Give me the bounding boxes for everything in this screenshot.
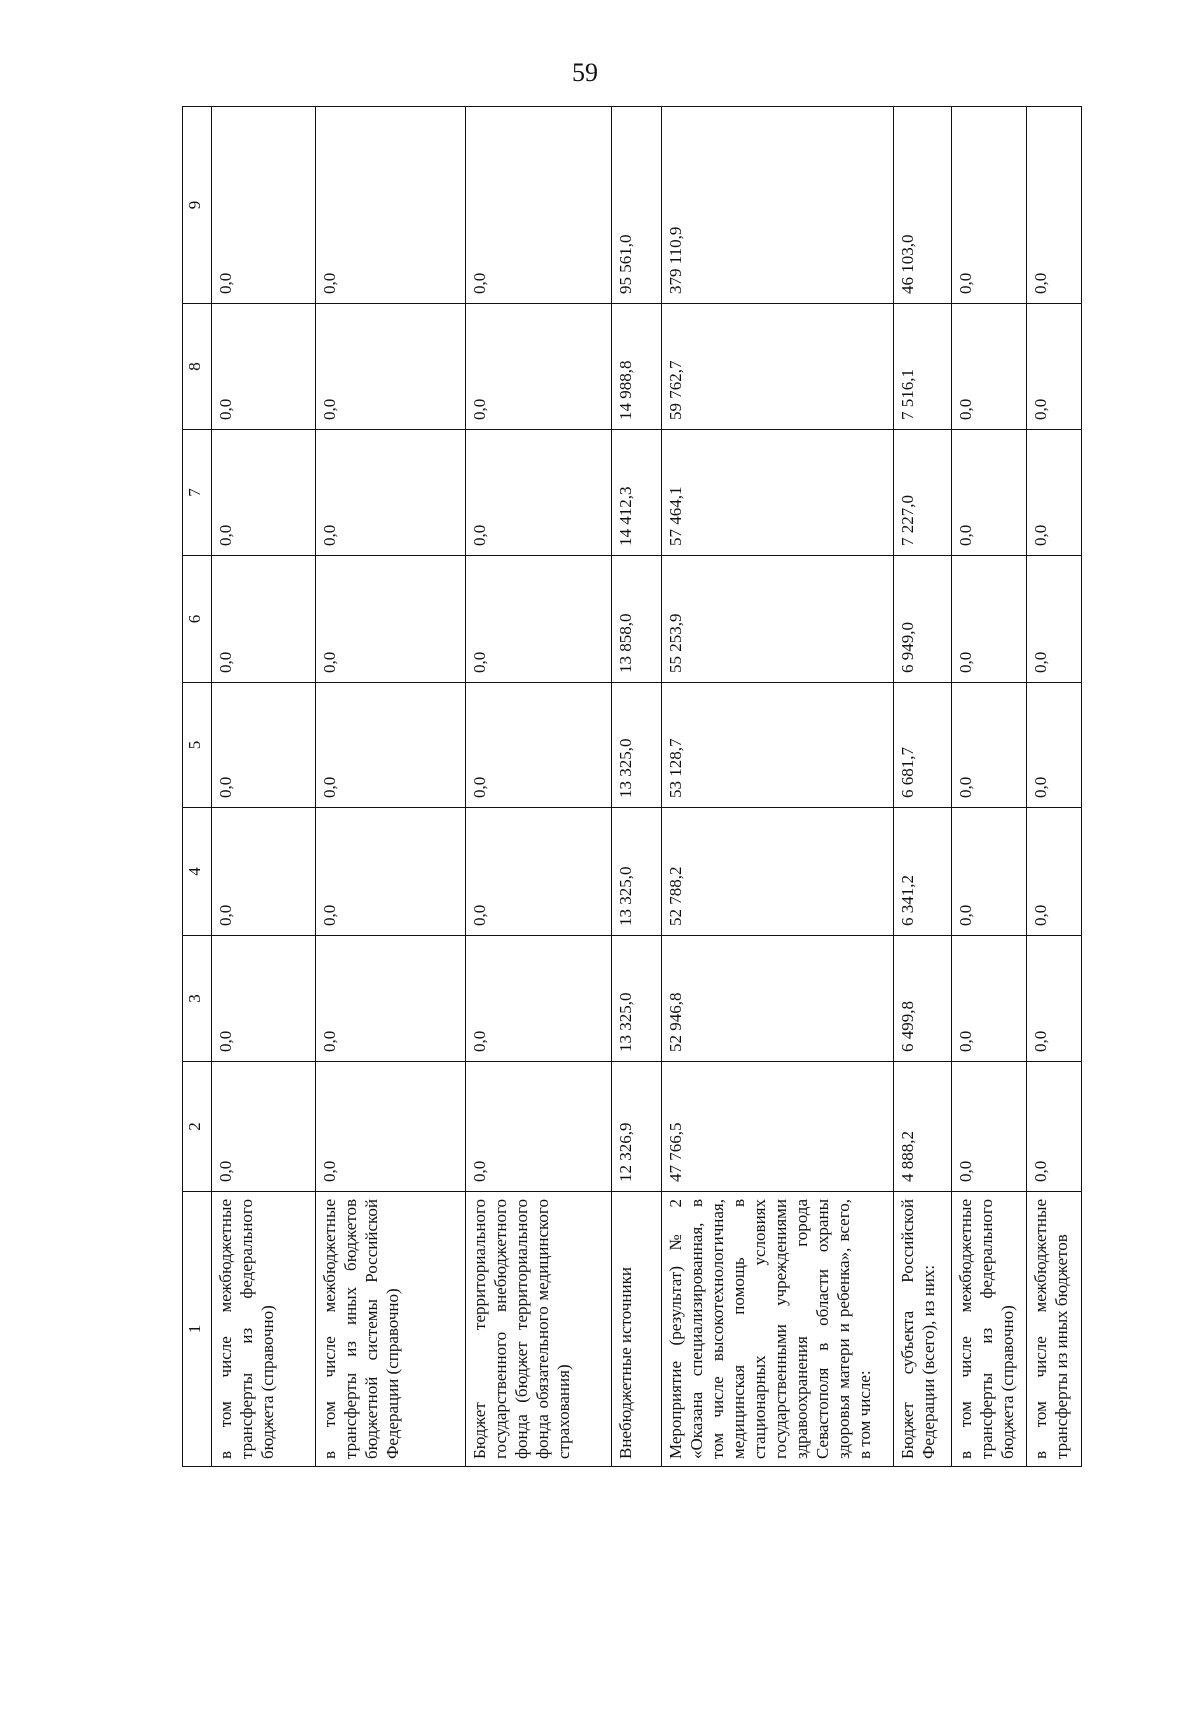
row-label: Бюджет субъекта Российской Федерации (всего), из них: xyxy=(894,1192,952,1467)
value-cell: 0,0 xyxy=(465,1062,611,1192)
value-cell: 53 128,7 xyxy=(661,683,894,808)
value-cell: 0,0 xyxy=(315,556,465,683)
value-cell: 0,0 xyxy=(1027,936,1082,1062)
value-cell: 0,0 xyxy=(1027,430,1082,556)
row-label: в том числе межбюджетные трансферты из иных бюджетов бюджетной системы Российской Федерации (справочно) xyxy=(315,1192,465,1467)
value-cell: 0,0 xyxy=(952,808,1027,936)
value-cell: 6 681,7 xyxy=(894,683,952,808)
table-row xyxy=(611,107,661,1467)
value-cell: 0,0 xyxy=(315,1062,465,1192)
value-cell: 47 766,5 xyxy=(661,1062,894,1192)
value-cell: 0,0 xyxy=(211,808,315,936)
value-cell: 0,0 xyxy=(211,1062,315,1192)
row-label: Мероприятие (результат) № 2 «Оказана специализированная, в том числе высокотехнологичная, медицинская помощь в стационарных условиях государственными учреждениями здравоохранения города Севастополя в области охраны здоровья матери и ребенка», всего, в том числе: xyxy=(661,1192,894,1467)
value-cell: 0,0 xyxy=(952,1062,1027,1192)
row-label: в том числе межбюджетные трансферты из федерального бюджета (справочно) xyxy=(952,1192,1027,1467)
value-cell: 0,0 xyxy=(315,430,465,556)
value-cell: 0,0 xyxy=(465,107,611,304)
value-cell: 0,0 xyxy=(211,107,315,304)
value-cell: 0,0 xyxy=(952,107,1027,304)
value-cell: 0,0 xyxy=(211,556,315,683)
value-cell: 0,0 xyxy=(211,683,315,808)
value-cell: 4 888,2 xyxy=(894,1062,952,1192)
value-cell: 12 326,9 xyxy=(611,1062,661,1192)
value-cell: 0,0 xyxy=(465,936,611,1062)
table-row xyxy=(211,107,315,1467)
column-number-3: 3 xyxy=(183,936,212,1062)
value-cell: 0,0 xyxy=(465,430,611,556)
row-label: Бюджет территориального государственного внебюджетного фонда (бюджет территориального фонда обязательного медицинского страхования) xyxy=(465,1192,611,1467)
value-cell: 46 103,0 xyxy=(894,107,952,304)
value-cell: 379 110,9 xyxy=(661,107,894,304)
value-cell: 95 561,0 xyxy=(611,107,661,304)
value-cell: 0,0 xyxy=(1027,683,1082,808)
value-cell: 52 788,2 xyxy=(661,808,894,936)
value-cell: 0,0 xyxy=(465,556,611,683)
column-number-4: 4 xyxy=(183,808,212,936)
row-label: в том числе межбюджетные трансферты из иных бюджетов xyxy=(1027,1192,1082,1467)
column-number-7: 7 xyxy=(183,430,212,556)
value-cell: 6 949,0 xyxy=(894,556,952,683)
value-cell: 0,0 xyxy=(1027,808,1082,936)
table-row xyxy=(315,107,465,1467)
value-cell: 0,0 xyxy=(465,683,611,808)
value-cell: 0,0 xyxy=(1027,556,1082,683)
column-number-8: 8 xyxy=(183,304,212,430)
budget-table xyxy=(182,106,1082,1467)
value-cell: 0,0 xyxy=(211,304,315,430)
value-cell: 0,0 xyxy=(952,936,1027,1062)
rotated-table-wrapper xyxy=(182,107,1082,1467)
table-header-row xyxy=(183,107,212,1467)
column-number-5: 5 xyxy=(183,683,212,808)
value-cell: 0,0 xyxy=(465,808,611,936)
value-cell: 0,0 xyxy=(1027,107,1082,304)
table-row xyxy=(661,107,894,1467)
value-cell: 0,0 xyxy=(315,304,465,430)
value-cell: 0,0 xyxy=(211,936,315,1062)
value-cell: 0,0 xyxy=(211,430,315,556)
value-cell: 0,0 xyxy=(315,107,465,304)
row-label: Внебюджетные источники xyxy=(611,1192,661,1467)
value-cell: 13 325,0 xyxy=(611,683,661,808)
value-cell: 55 253,9 xyxy=(661,556,894,683)
row-label: в том числе межбюджетные трансферты из федерального бюджета (справочно) xyxy=(211,1192,315,1467)
value-cell: 7 227,0 xyxy=(894,430,952,556)
column-number-9: 9 xyxy=(183,107,212,304)
column-number-6: 6 xyxy=(183,556,212,683)
value-cell: 0,0 xyxy=(1027,1062,1082,1192)
table-row xyxy=(465,107,611,1467)
table-row xyxy=(1027,107,1082,1467)
value-cell: 0,0 xyxy=(465,304,611,430)
value-cell: 0,0 xyxy=(315,808,465,936)
value-cell: 52 946,8 xyxy=(661,936,894,1062)
value-cell: 6 499,8 xyxy=(894,936,952,1062)
column-number-1: 1 xyxy=(183,1192,212,1467)
value-cell: 0,0 xyxy=(952,430,1027,556)
value-cell: 0,0 xyxy=(952,683,1027,808)
value-cell: 14 412,3 xyxy=(611,430,661,556)
value-cell: 7 516,1 xyxy=(894,304,952,430)
table-row xyxy=(952,107,1027,1467)
value-cell: 57 464,1 xyxy=(661,430,894,556)
column-number-2: 2 xyxy=(183,1062,212,1192)
value-cell: 0,0 xyxy=(952,556,1027,683)
value-cell: 0,0 xyxy=(952,304,1027,430)
value-cell: 0,0 xyxy=(315,683,465,808)
value-cell: 59 762,7 xyxy=(661,304,894,430)
table-row xyxy=(894,107,952,1467)
value-cell: 0,0 xyxy=(315,936,465,1062)
value-cell: 13 325,0 xyxy=(611,936,661,1062)
page-number: 59 xyxy=(572,58,598,87)
value-cell: 0,0 xyxy=(1027,304,1082,430)
value-cell: 6 341,2 xyxy=(894,808,952,936)
value-cell: 13 325,0 xyxy=(611,808,661,936)
value-cell: 13 858,0 xyxy=(611,556,661,683)
value-cell: 14 988,8 xyxy=(611,304,661,430)
